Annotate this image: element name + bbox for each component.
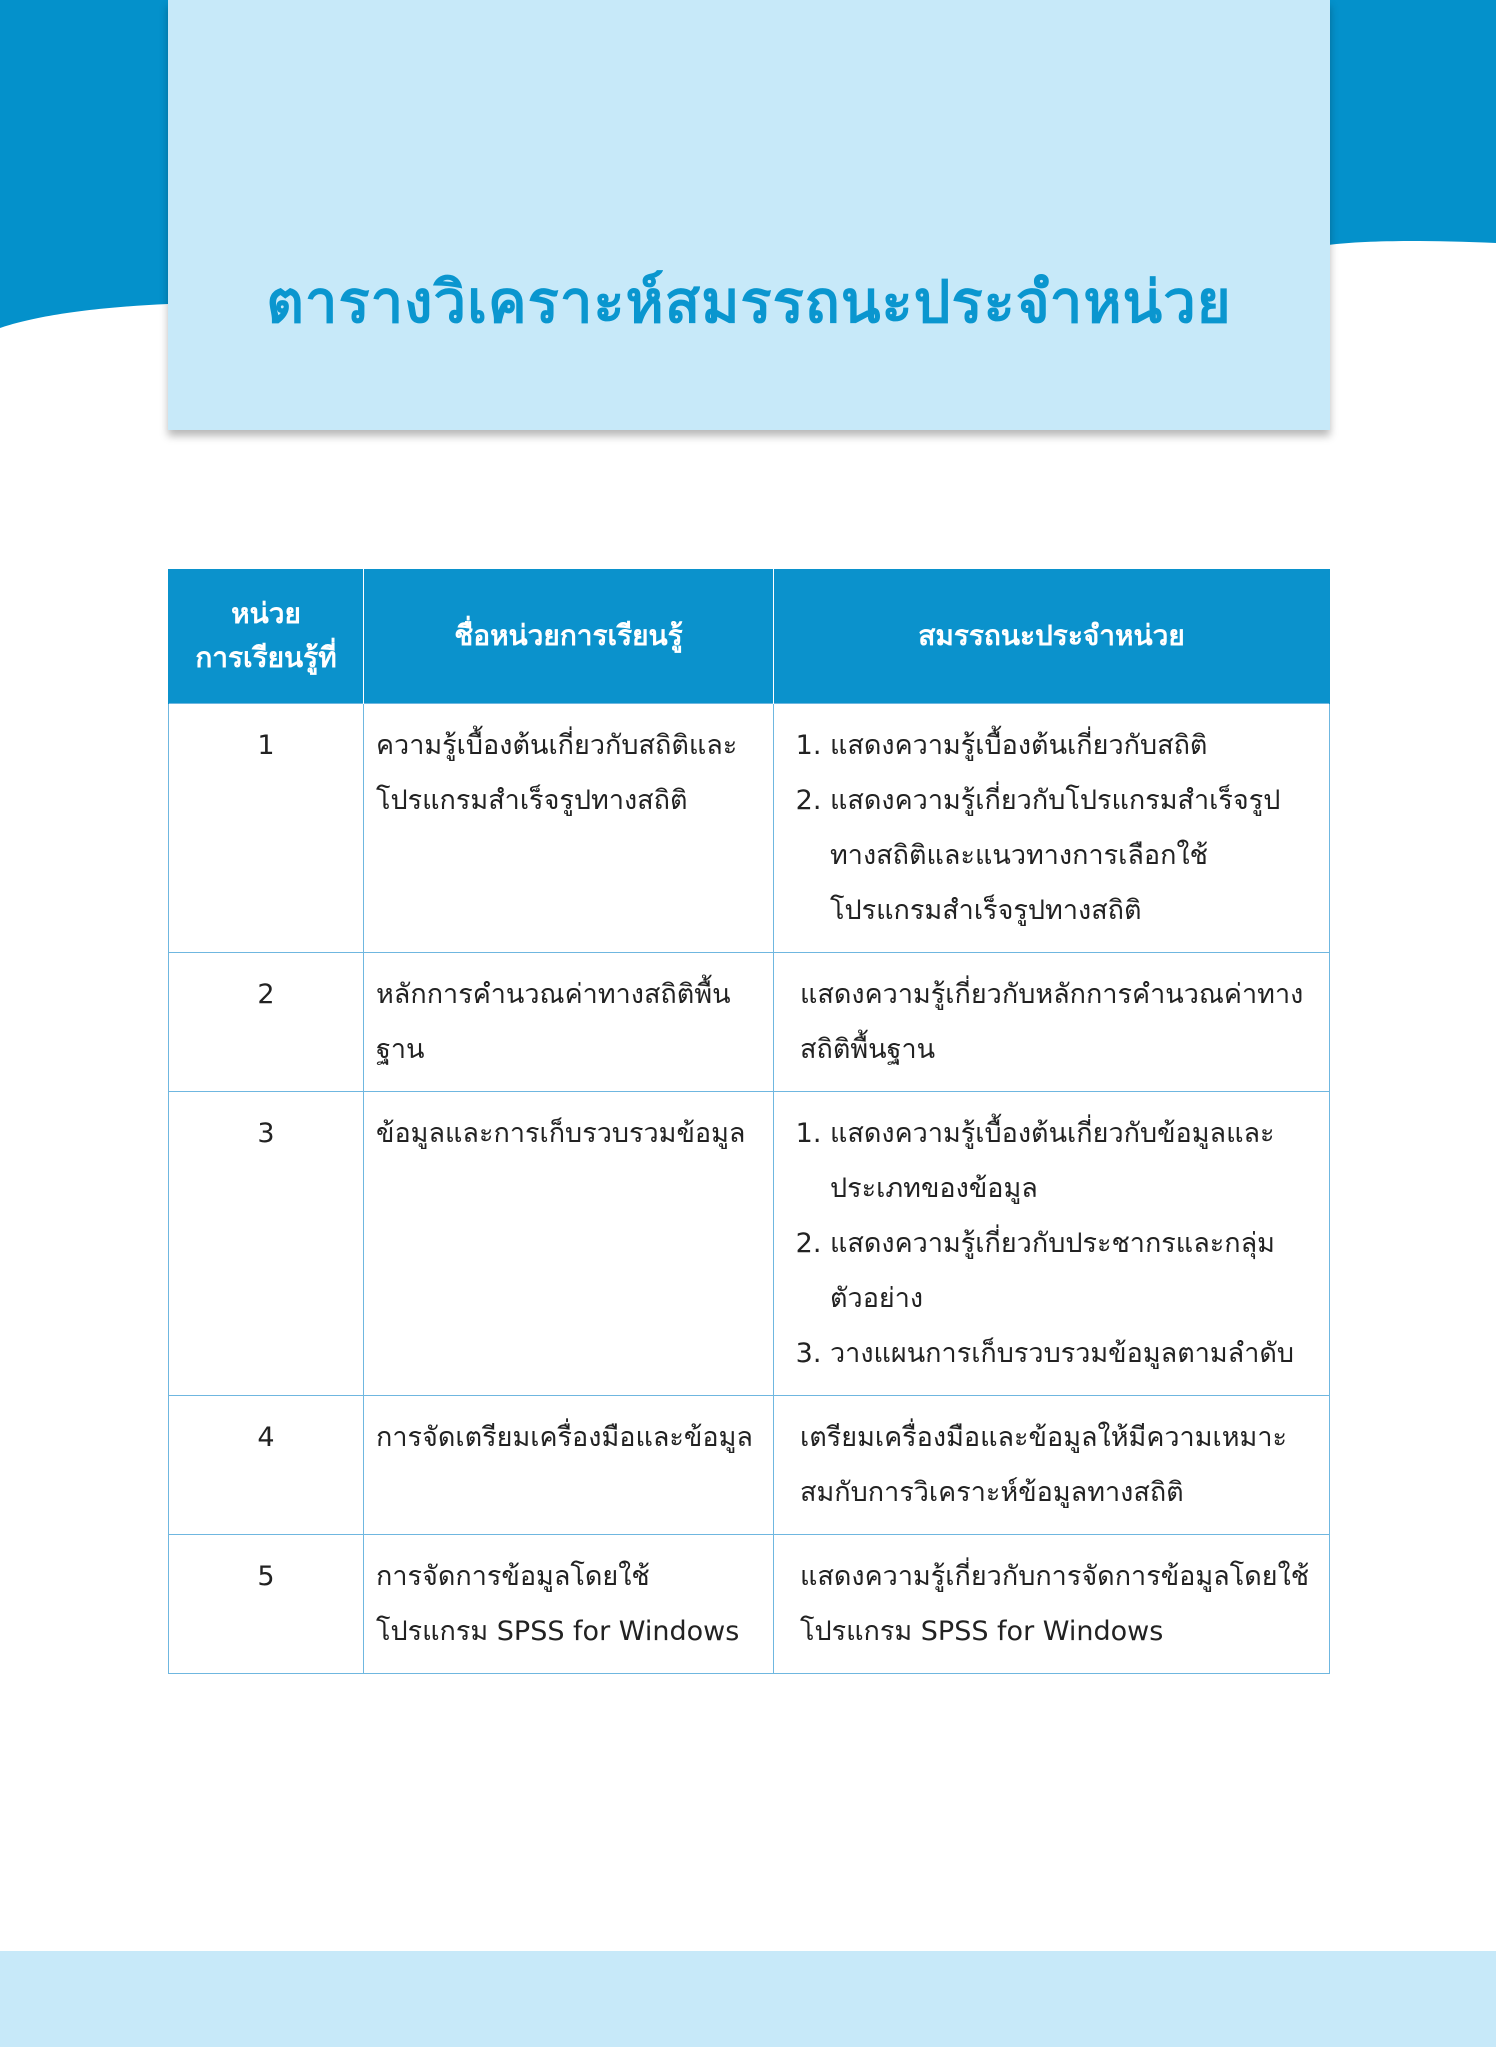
- row-competency: [774, 953, 1330, 1092]
- table-row: [169, 1092, 1330, 1396]
- row-number: 4: [169, 1396, 364, 1535]
- competency-list: [786, 1106, 1317, 1381]
- list-item: 2. แสดงความรู้เกี่ยวกับโปรแกรมสำเร็จรูปทางสถิติและแนวทางการเลือกใช้โปรแกรมสำเร็จรูปทางสถิติ: [830, 773, 1317, 938]
- header-unit-number: [169, 569, 364, 704]
- table-row: [169, 1535, 1330, 1674]
- header-unit-line2: การเรียนรู้ที่: [195, 641, 337, 674]
- row-number: 3: [169, 1092, 364, 1396]
- header-competency: สมรรถนะประจำหน่วย: [774, 569, 1330, 704]
- list-item: 2. แสดงความรู้เกี่ยวกับประชากรและกลุ่มตัวอย่าง: [830, 1216, 1317, 1326]
- row-unit-name: ข้อมูลและการเก็บรวบรวมข้อมูล: [364, 1092, 774, 1396]
- page-title: ตารางวิเคราะห์สมรรถนะประจำหน่วย: [266, 268, 1232, 336]
- competency-table: [168, 569, 1330, 1674]
- competency-text: แสดงความรู้เกี่ยวกับการจัดการข้อมูลโดยใช้โปรแกรม SPSS for Windows: [800, 1561, 1310, 1647]
- row-number: 2: [169, 953, 364, 1092]
- header-unit-name: ชื่อหน่วยการเรียนรู้: [364, 569, 774, 704]
- row-competency: [774, 1092, 1330, 1396]
- list-item: 1. แสดงความรู้เบื้องต้นเกี่ยวกับสถิติ: [830, 718, 1317, 773]
- row-number: 1: [169, 704, 364, 953]
- row-unit-name: การจัดการข้อมูลโดยใช้โปรแกรม SPSS for Windows: [364, 1535, 774, 1674]
- table-header-row: [169, 569, 1330, 704]
- table-row: [169, 704, 1330, 953]
- list-item: 1. แสดงความรู้เบื้องต้นเกี่ยวกับข้อมูลและประเภทของข้อมูล: [830, 1106, 1317, 1216]
- list-item: 3. วางแผนการเก็บรวบรวมข้อมูลตามลำดับ: [830, 1326, 1317, 1381]
- row-number: 5: [169, 1535, 364, 1674]
- row-competency: [774, 1396, 1330, 1535]
- table-row: [169, 1396, 1330, 1535]
- footer-band: [0, 1951, 1496, 2047]
- row-unit-name: ความรู้เบื้องต้นเกี่ยวกับสถิติและโปรแกรมสำเร็จรูปทางสถิติ: [364, 704, 774, 953]
- row-competency: [774, 704, 1330, 953]
- row-unit-name: หลักการคำนวณค่าทางสถิติพื้นฐาน: [364, 953, 774, 1092]
- competency-list: [786, 718, 1317, 938]
- row-unit-name: การจัดเตรียมเครื่องมือและข้อมูล: [364, 1396, 774, 1535]
- row-competency: [774, 1535, 1330, 1674]
- competency-text: แสดงความรู้เกี่ยวกับหลักการคำนวณค่าทางสถิติพื้นฐาน: [800, 979, 1304, 1065]
- competency-text: เตรียมเครื่องมือและข้อมูลให้มีความเหมาะสมกับการวิเคราะห์ข้อมูลทางสถิติ: [800, 1422, 1288, 1508]
- header-unit-line1: หน่วย: [231, 597, 301, 630]
- table-row: [169, 953, 1330, 1092]
- title-card: [168, 0, 1330, 430]
